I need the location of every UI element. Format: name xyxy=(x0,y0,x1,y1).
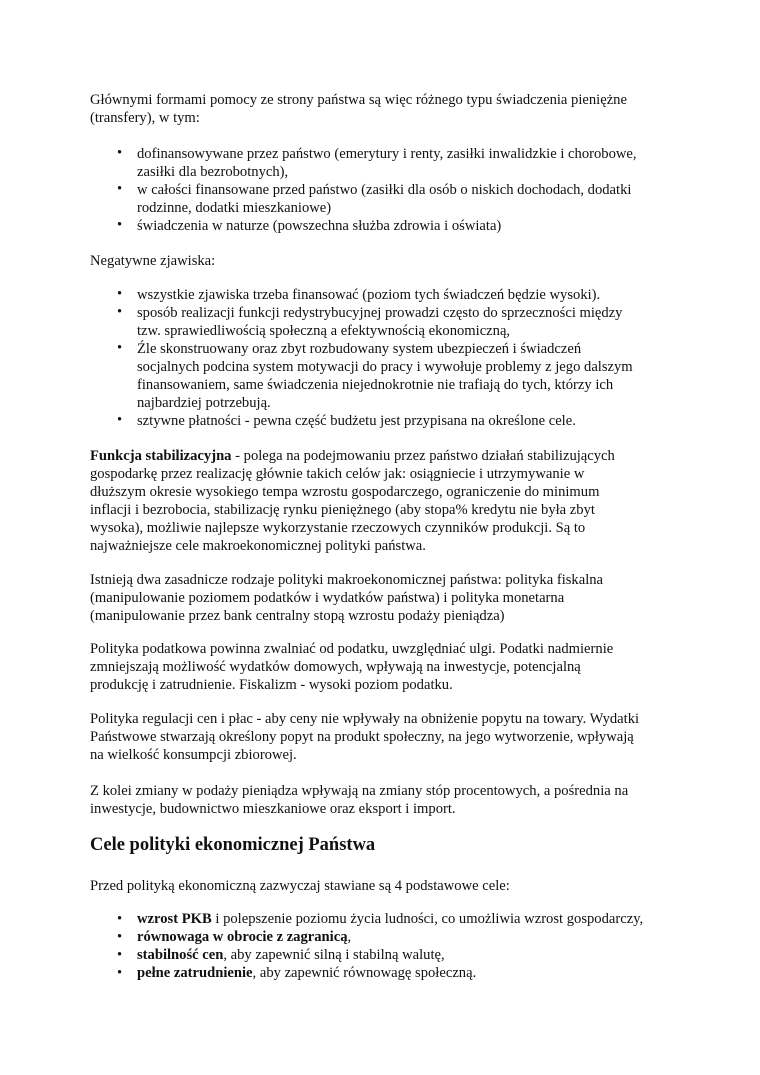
text-line: Istnieją dwa zasadnicze rodzaje polityki makroekonomicznej państwa: polityka fiskalna xyxy=(90,572,604,588)
paragraph xyxy=(90,710,639,764)
bullet-icon: • xyxy=(117,286,123,302)
section-intro xyxy=(90,877,510,895)
text-line: wszystkie zjawiska trzeba finansować (poziom tych świadczeń będzie wysoki). xyxy=(137,287,601,303)
text-line: sztywne płatności - pewna część budżetu jest przypisana na określone cele. xyxy=(137,413,576,429)
text-line: Państwowe stwarzają określony popyt na produkt społeczny, na jego wytworzenie, wpływają xyxy=(90,729,634,745)
text-line: socjalnych podcina system motywacji do pracy i wywołuje problemy z jego dalszym xyxy=(137,359,633,375)
list-item xyxy=(90,910,643,928)
text-span: , aby zapewnić równowagę społeczną. xyxy=(252,965,477,981)
goal-term: równowaga w obrocie z zagranicą xyxy=(137,929,348,945)
text-span: - polega na podejmowaniu przez państwo działań stabilizujących xyxy=(231,448,615,464)
paragraph xyxy=(90,640,613,694)
bullet-icon: • xyxy=(117,929,123,945)
list-item xyxy=(90,181,637,217)
text-line: najbardziej potrzebują. xyxy=(137,395,271,411)
text-line: finansowaniem, same świadczenia niejednokrotnie nie trafiają do tych, którzy ich xyxy=(137,377,614,393)
text-span: , xyxy=(347,929,352,945)
bullet-icon: • xyxy=(117,217,123,233)
text-line: Z kolei zmiany w podaży pieniądza wpływają na zmiany stóp procentowych, a pośrednia na xyxy=(90,783,629,799)
text-line: na wielkość konsumpcji zbiorowej. xyxy=(90,747,297,763)
bullet-icon: • xyxy=(117,412,123,428)
text-line: dofinansowywane przez państwo (emerytury i renty, zasiłki inwalidzkie i chorobowe, xyxy=(137,146,637,162)
intro-paragraph xyxy=(90,91,627,127)
list-item xyxy=(90,964,643,982)
text-line: Polityka podatkowa powinna zwalniać od podatku, uwzględniać ulgi. Podatki nadmiernie xyxy=(90,641,614,657)
text-line: w całości finansowane przed państwo (zasiłki dla osób o niskich dochodach, dodatki xyxy=(137,182,632,198)
text-line: zmniejszają możliwość wydatków domowych, wpływają na inwestycje, potencjalną xyxy=(90,659,581,675)
text-line: Negatywne zjawiska: xyxy=(90,253,216,269)
bullet-icon: • xyxy=(117,181,123,197)
term: Funkcja stabilizacyjna xyxy=(90,448,232,464)
text-line: (manipulowanie przez bank centralny stopą wzrostu podaży pieniądza) xyxy=(90,608,505,624)
list-item xyxy=(90,286,633,304)
text-span: , aby zapewnić silną i stabilną walutę, xyxy=(223,947,445,963)
list-item xyxy=(90,145,637,181)
goal-term: pełne zatrudnienie xyxy=(137,965,253,981)
text-line: wysoka), możliwie najlepsze wykorzystanie rzeczowych czynników produkcji. Są to xyxy=(90,520,586,536)
bullet-icon: • xyxy=(117,911,123,927)
text-line: Polityka regulacji cen i płac - aby ceny nie wpływały na obniżenie popytu na towary. Wydatki xyxy=(90,711,640,727)
text-line: produkcję i zatrudnienie. Fiskalizm - wysoki poziom podatku. xyxy=(90,677,453,693)
text-line: (transfery), w tym: xyxy=(90,110,200,126)
bullet-icon: • xyxy=(117,965,123,981)
text-line: inwestycje, budownictwo mieszkaniowe oraz eksport i import. xyxy=(90,801,456,817)
text-span: i polepszenie poziomu życia ludności, co umożliwia wzrost gospodarczy, xyxy=(211,911,644,927)
text-line: dłuższym okresie wysokiego tempa wzrostu gospodarczego, ograniczenie do minimum xyxy=(90,484,600,500)
list-item xyxy=(90,412,633,430)
text-line: gospodarkę przez realizację głównie takich celów jak: osiągniecie i utrzymywanie w xyxy=(90,466,585,482)
list-item xyxy=(90,304,633,340)
bullet-icon: • xyxy=(117,145,123,161)
text-line: świadczenia w naturze (powszechna służba zdrowia i oświata) xyxy=(137,218,502,234)
bullet-icon: • xyxy=(117,340,123,356)
text-line: (manipulowanie poziomem podatków i wydatków państwa) i polityka monetarna xyxy=(90,590,565,606)
text-line: Przed polityką ekonomiczną zazwyczaj stawiane są 4 podstawowe cele: xyxy=(90,878,510,894)
forms-list xyxy=(90,145,637,235)
text-line: tzw. sprawiedliwością społeczną a efektywnością ekonomiczną, xyxy=(137,323,511,339)
paragraph xyxy=(90,782,628,818)
text-line: sposób realizacji funkcji redystrybucyjnej prowadzi często do sprzeczności między xyxy=(137,305,623,321)
goal-term: wzrost PKB xyxy=(137,911,212,927)
bullet-icon: • xyxy=(117,304,123,320)
text-line: inflacji i bezrobocia, stabilizację rynku pieniężnego (aby stopa% kredytu nie była zbyt xyxy=(90,502,595,518)
text-line: Źle skonstruowany oraz zbyt rozbudowany system ubezpieczeń i świadczeń xyxy=(137,341,582,357)
negative-heading xyxy=(90,252,215,270)
text-line: zasiłki dla bezrobotnych), xyxy=(137,164,289,180)
section-heading: Cele polityki ekonomicznej Państwa xyxy=(90,835,376,855)
goal-term: stabilność cen xyxy=(137,947,224,963)
list-item xyxy=(90,928,643,946)
list-item xyxy=(90,946,643,964)
list-item xyxy=(90,217,637,235)
negative-list xyxy=(90,286,633,430)
text-line: Głównymi formami pomocy ze strony państwa są więc różnego typu świadczenia pieniężne xyxy=(90,92,627,108)
stabilization-paragraph xyxy=(90,447,615,555)
list-item xyxy=(90,340,633,412)
text-line: rodzinne, dodatki mieszkaniowe) xyxy=(137,200,332,216)
goals-list xyxy=(90,910,643,982)
text-line: najważniejsze cele makroekonomicznej polityki państwa. xyxy=(90,538,426,554)
bullet-icon: • xyxy=(117,947,123,963)
paragraph xyxy=(90,571,603,625)
text-line xyxy=(90,447,615,465)
